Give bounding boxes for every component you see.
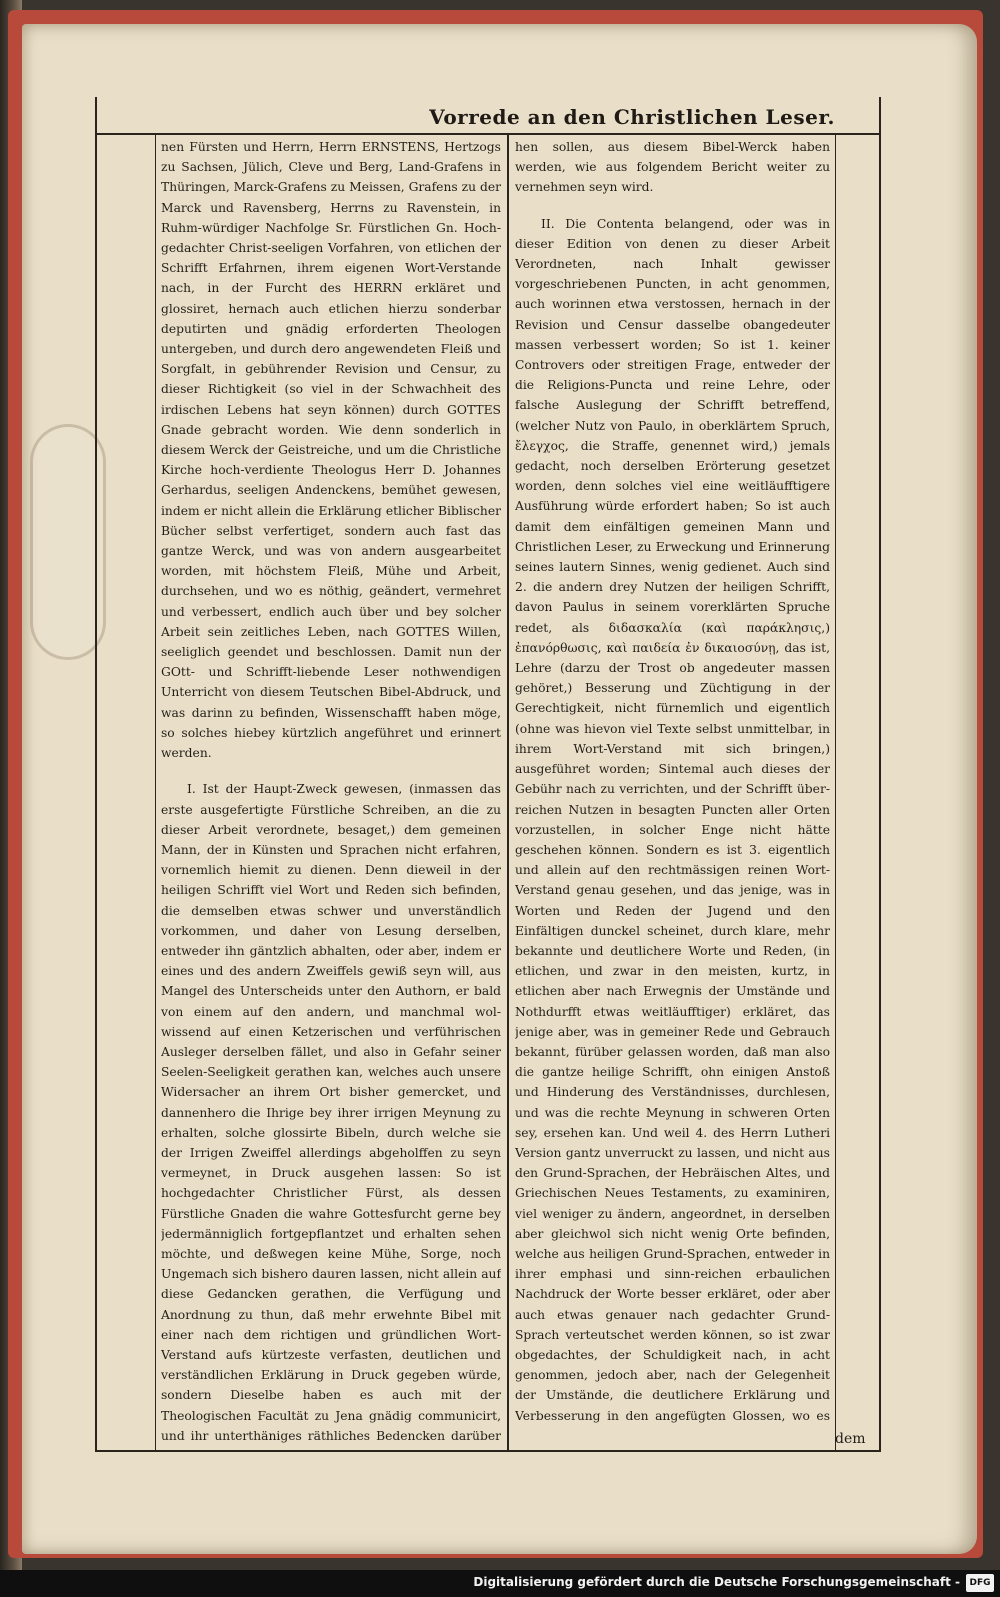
left-paragraph-2: I. Ist der Haupt-Zweck gewesen, (inmassen das erste ausgefertigte Fürstliche Schreiben, an die zu dieser Arbeit verordnete, besaget,) dem gemeinen Mann, der in Künsten und Sprachen nicht erfahren, vornemlich hiemit zu dienen. Denn dieweil in der heiligen Schrifft viel Wort und Reden sich befinden, die demselben etwas schwer und unverständlich vorkommen, und daher von Lesung derselben, entweder ihn gäntzlich abhalten, oder aber, indem er eines und des andern Zweiffels gewiß seyn will, aus Mangel des Unterscheids unter den Authorn, er bald von einem auf den andern, und manchmal wol-wissend auf einen Ketzerischen und verführischen Ausleger derselben fället, und also in Gefahr seiner Seelen-Seeligkeit gerathen kan, welches auch unsere Widersacher an ihrem Ort bisher gemercket, und dannenhero die Ihrige bey ihrer irrigen Meynung zu erhalten, solche glossirte Bibeln, durch welche sie der Irrigen Zweiffel allerdings abgeholffen zu seyn vermeynet, in Druck ausgehen lassen: So ist hochgedachter Christlicher Fürst, als dessen Fürstliche Gnaden die wahre Gottesfurcht gerne bey jedermänniglich fortgepflantzet und erhalten sehen möchte, und deßwegen keine Mühe, Sorge, noch Ungemach sich bishero dauren lassen, nicht allein auf diese Gedancken gerathen, die Verfügung und Anordnung zu thun, daß mehr erwehnte Bibel mit einer nach dem richtigen und gründlichen Wort-Verstand aufs kürtzeste verfasten, deutlichen und verständlichen Erklärung in Druck gegeben würde, sondern Dieselbe haben es auch mit der Theologischen Facultät zu Jena gnädig communicirt, und ihr unterthäniges räthliches Bedencken darüber (161, 782, 501, 1443)
left-column (161, 137, 501, 1447)
dfg-logo: DFG (966, 1574, 994, 1592)
right-paragraph-1: hen sollen, aus diesem Bibel-Werck haben werden, wie aus folgendem Bericht weiter zu vernehmen seyn wird. (515, 140, 830, 195)
right-column (515, 137, 830, 1427)
page-header-title: Vorrede an den Christlichen Leser. (429, 105, 835, 129)
footer-bar (0, 1570, 1000, 1597)
frame-top-rule (95, 133, 881, 135)
frame-left-rule (95, 97, 97, 1452)
right-paragraph-2: II. Die Contenta belangend, oder was in dieser Edition von denen zu dieser Arbeit Verordneten, nach Inhalt gewisser vorgeschriebenen Puncten, in acht genommen, auch worinnen etwa verstossen, hernach in der Revision und Censur dasselbe obangedeuter massen verbessert worden; So ist 1. keiner Controvers oder streitigen Frage, entweder der die Religions-Puncta und reine Lehre, oder falsche Auslegung der Schrifft betreffend, (welcher Nutz von Paulo, in oberklärtem Spruch, ἔλεγχος, die Straffe, genennet wird,) jemals gedacht, noch derselben Erörterung gesetzet worden, denn solches viel eine weitläufftigere Ausführung würde erfordert haben; So ist auch damit dem einfältigen gemeinen Mann und Christlichen Leser, zu Erweckung und Erinnerung seines lautern Sinnes, wenig gedienet. Auch sind 2. die andern drey Nutzen der heiligen Schrifft, davon Paulus in seinem vorerklärten Spruche redet, als διδασκαλία (καὶ παράκλησις,) ἐπανόρθωσις, καὶ παιδεία ἐν δικαιοσύνῃ, das ist, Lehre (darzu der Trost ob angedeuter massen gehöret,) Besserung und Züchtigung in der Gerechtigkeit, nicht fürnemlich und eigentlich (ohne was hievon viel Texte selbst unmittelbar, in ihrem Wort-Verstand mit sich bringen,) ausgeführet worden; Sintemal auch dieses der Gebühr nach zu verrichten, und der Schrifft über-reichen Nutzen in besagten Puncten aller Orten vorzustellen, in solcher Enge nicht hätte geschehen können. Sondern es ist 3. eigentlich und allein auf den rechtmässigen reinen Wort-Verstand genau gesehen, und das jenige, was in Worten und Reden der Jugend und den Einfältigen dunckel scheinet, durch klare, mehr bekannte und deutlichere Worte und Reden, (in etlichen, und zwar in den meisten, kurtz, in etlichen aber nach Erwegnis der Umstände und Nothdurfft etwas weitläufftiger) erkläret, das jenige aber, was in gemeiner Rede und Gebrauch bekannt, fürüber gelassen worden, daß man also die gantze heilige Schrifft, ohn einigen Anstoß und Hinderung des Verständnisses, durchlesen, und was die rechte Meynung in schweren Orten sey, ersehen kan. Und weil 4. des Herrn Lutheri Version gantz unverruckt zu lassen, und nicht aus den Grund-Sprachen, der Hebräischen Altes, und Griechischen Neues Testaments, zu examiniren, viel weniger zu ändern, angeordnet, in derselben aber gleichwol sich nicht wenig Orte befinden, welche aus heiligen Grund-Sprachen, entweder in ihrer emphasi und sinn-reichen erbaulichen Nachdruck der Worte besser erkläret, oder aber auch etwas genauer nach gedachter Grund-Sprach verteutschet werden können, so ist zwar obgedachtes, der Schuldigkeit nach, in acht genommen, jedoch aber, nach der Gelegenheit der Umstände, die deutlichere Erklärung und Verbesserung in den angefügten Glossen, wo es (515, 216, 830, 1423)
right-margin-tick (840, 133, 876, 135)
frame-right-rule (879, 97, 881, 1452)
funding-notice: Digitalisierung gefördert durch die Deutsche Forschungsgemeinschaft - (473, 1575, 960, 1589)
left-margin-rule (155, 133, 156, 1452)
catchword: dem (835, 1431, 866, 1447)
column-divider (507, 133, 509, 1452)
frame-bottom-rule (95, 1450, 881, 1452)
left-margin-tick (105, 133, 150, 135)
left-paragraph-1: nen Fürsten und Herrn, Herrn ERNSTENS, Hertzogs zu Sachsen, Jülich, Cleve und Berg, Land-Grafens in Thüringen, Marck-Grafens zu Meissen, Grafens zu der Marck und Ravensberg, Herrns zu Ravenstein, in Ruhm-würdiger Nachfolge Sr. Fürstlichen Gn. Hoch-gedachter Christ-seeligen Vorfahren, von etlichen der Schrifft Erfahrnen, ihrem eigenen Wort-Verstande nach, in der Furcht des HERRN erkläret und glossiret, hernach auch etlichen hierzu sonderbar deputirten und gnädig erforderten Theologen untergeben, und durch dero angewendeten Fleiß und Sorgfalt, in gebührender Revision und Censur, zu dieser Richtigkeit (so viel in der Schwachheit des irdischen Lebens hat seyn können) durch GOTTES Gnade gebracht worden. Wie denn sonderlich in diesem Werck der Geistreiche, und um die Christliche Kirche hoch-verdiente Theologus Herr D. Johannes Gerhardus, seeligen Andenckens, bemühet gewesen, indem er nicht allein die Erklärung etlicher Biblischer Bücher selbst verfertiget, sondern auch fast das gantze Werck, und was von andern ausgearbeitet worden, mit höchstem Fleiß, Mühe und Arbeit, durchsehen, und wo es nöthig, geändert, vermehret und verbessert, endlich auch über und bey solcher Arbeit sein zeitliches Leben, nach GOTTES Willen, seeliglich geendet und beschlossen. Damit nun der GOtt- und Schrifft-liebende Leser nothwendigen Unterricht von diesem Teutschen Bibel-Abdruck, und was darinn zu befinden, Wissenschafft haben möge, so solches hiebey kürtzlich angeführet und erinnert werden. (161, 140, 501, 761)
text-frame (95, 97, 881, 1450)
right-margin-rule (835, 133, 836, 1452)
